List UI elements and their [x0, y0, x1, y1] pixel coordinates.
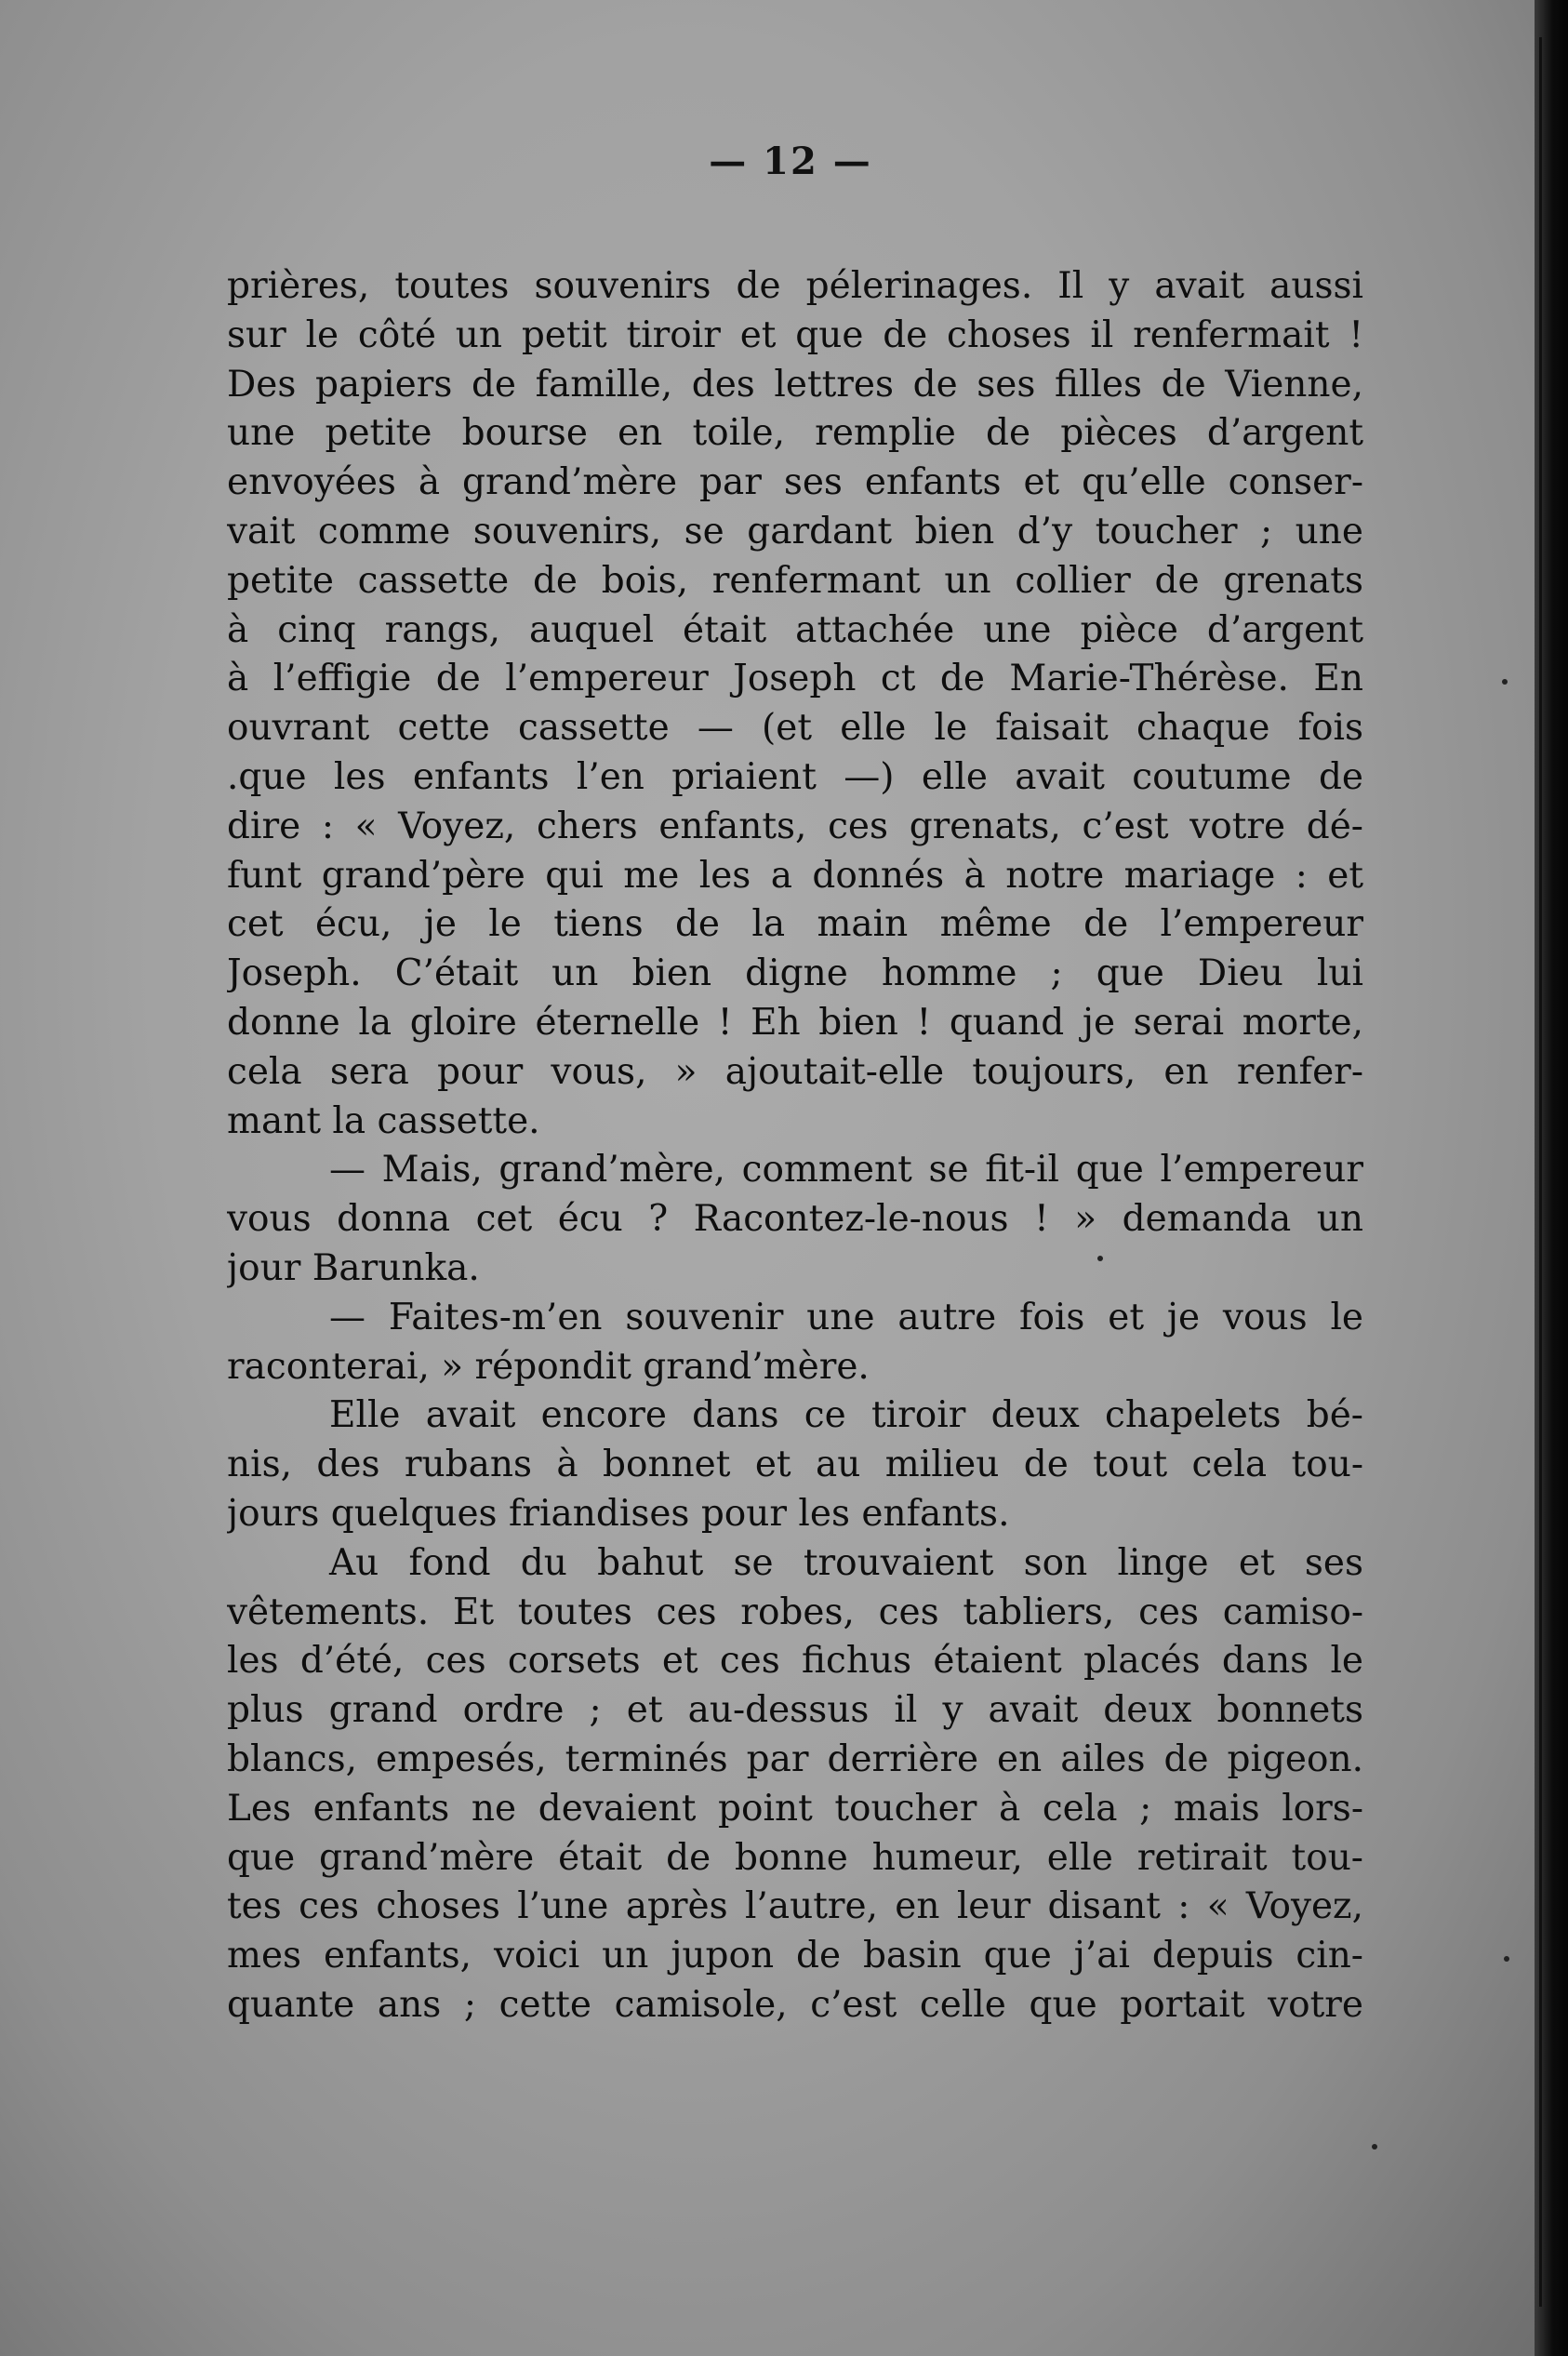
text-line: sur le côté un petit tiroir et que de choses il renfermait ! — [227, 313, 1363, 356]
text-line: plus grand ordre ; et au-dessus il y avait deux bonnets — [227, 1689, 1363, 1732]
text-line: ouvrant cette cassette — (et elle le faisait chaque fois — [227, 707, 1363, 750]
text-line: à cinq rangs, auquel était attachée une pièce d’argent — [227, 608, 1363, 651]
text-line: — Faites-m’en souvenir une autre fois et je vous le — [329, 1296, 1363, 1338]
text-line: une petite bourse en toile, remplie de pièces d’argent — [227, 412, 1363, 455]
binding-line — [1539, 37, 1542, 2307]
text-line: petite cassette de bois, renfermant un collier de grenats — [227, 559, 1363, 602]
text-line: donne la gloire éternelle ! Eh bien ! quand je serai morte, — [227, 1001, 1363, 1044]
text-line: raconterai, » répondit grand’mère. — [227, 1345, 870, 1388]
text-line: .que les enfants l’en priaient —) elle avait coutume de — [227, 755, 1363, 798]
ink-speck — [1372, 2144, 1377, 2150]
text-line: quante ans ; cette camisole, c’est celle que portait votre — [227, 1983, 1363, 2026]
text-line: Les enfants ne devaient point toucher à cela ; mais lors- — [227, 1787, 1363, 1830]
text-line: Elle avait encore dans ce tiroir deux chapelets bé- — [329, 1394, 1363, 1437]
text-line: vous donna cet écu ? Racontez-le-nous ! » demanda un — [227, 1198, 1363, 1241]
ink-speck — [1504, 1956, 1509, 1962]
text-line: nis, des rubans à bonnet et au milieu de tout cela tou- — [227, 1444, 1363, 1486]
text-line: jours quelques friandises pour les enfants. — [227, 1492, 1010, 1535]
text-line: jour Barunka. — [227, 1246, 480, 1289]
text-line: vêtements. Et toutes ces robes, ces tabliers, ces camiso- — [227, 1591, 1363, 1633]
ink-speck — [1502, 679, 1508, 685]
body-text — [227, 262, 1363, 2030]
text-line: vait comme souvenirs, se gardant bien d’y toucher ; une — [227, 510, 1363, 552]
text-line: envoyées à grand’mère par ses enfants et qu’elle conser- — [227, 461, 1363, 504]
text-line: funt grand’père qui me les a donnés à notre mariage : et — [227, 854, 1363, 897]
text-line: que grand’mère était de bonne humeur, elle retirait tou- — [227, 1836, 1363, 1879]
text-line: prières, toutes souvenirs de pélerinages. Il y avait aussi — [227, 265, 1363, 307]
page-number: — 12 — — [709, 140, 872, 183]
text-line: cela sera pour vous, » ajoutait-elle toujours, en renfer- — [227, 1050, 1363, 1093]
text-line: tes ces choses l’une après l’autre, en leur disant : « Voyez, — [227, 1885, 1363, 1928]
text-line: Joseph. C’était un bien digne homme ; que Dieu lui — [227, 952, 1363, 995]
text-line: mes enfants, voici un jupon de basin que j’ai depuis cin- — [227, 1935, 1363, 1977]
text-line: Des papiers de famille, des lettres de ses filles de Vienne, — [227, 363, 1363, 406]
text-line: à l’effigie de l’empereur Joseph ct de Marie-Thérèse. En — [227, 658, 1363, 700]
text-line: dire : « Voyez, chers enfants, ces grenats, c’est votre dé- — [227, 805, 1363, 847]
ink-speck — [1097, 1256, 1103, 1261]
text-line: mant la cassette. — [227, 1099, 540, 1142]
text-line: cet écu, je le tiens de la main même de l’empereur — [227, 903, 1363, 946]
text-line: — Mais, grand’mère, comment se fit-il que l’empereur — [329, 1149, 1363, 1191]
text-line: les d’été, ces corsets et ces fichus étaient placés dans le — [227, 1640, 1363, 1683]
text-line: Au fond du bahut se trouvaient son linge et ses — [329, 1541, 1363, 1584]
text-line: blancs, empesés, terminés par derrière en ailes de pigeon. — [227, 1737, 1363, 1780]
